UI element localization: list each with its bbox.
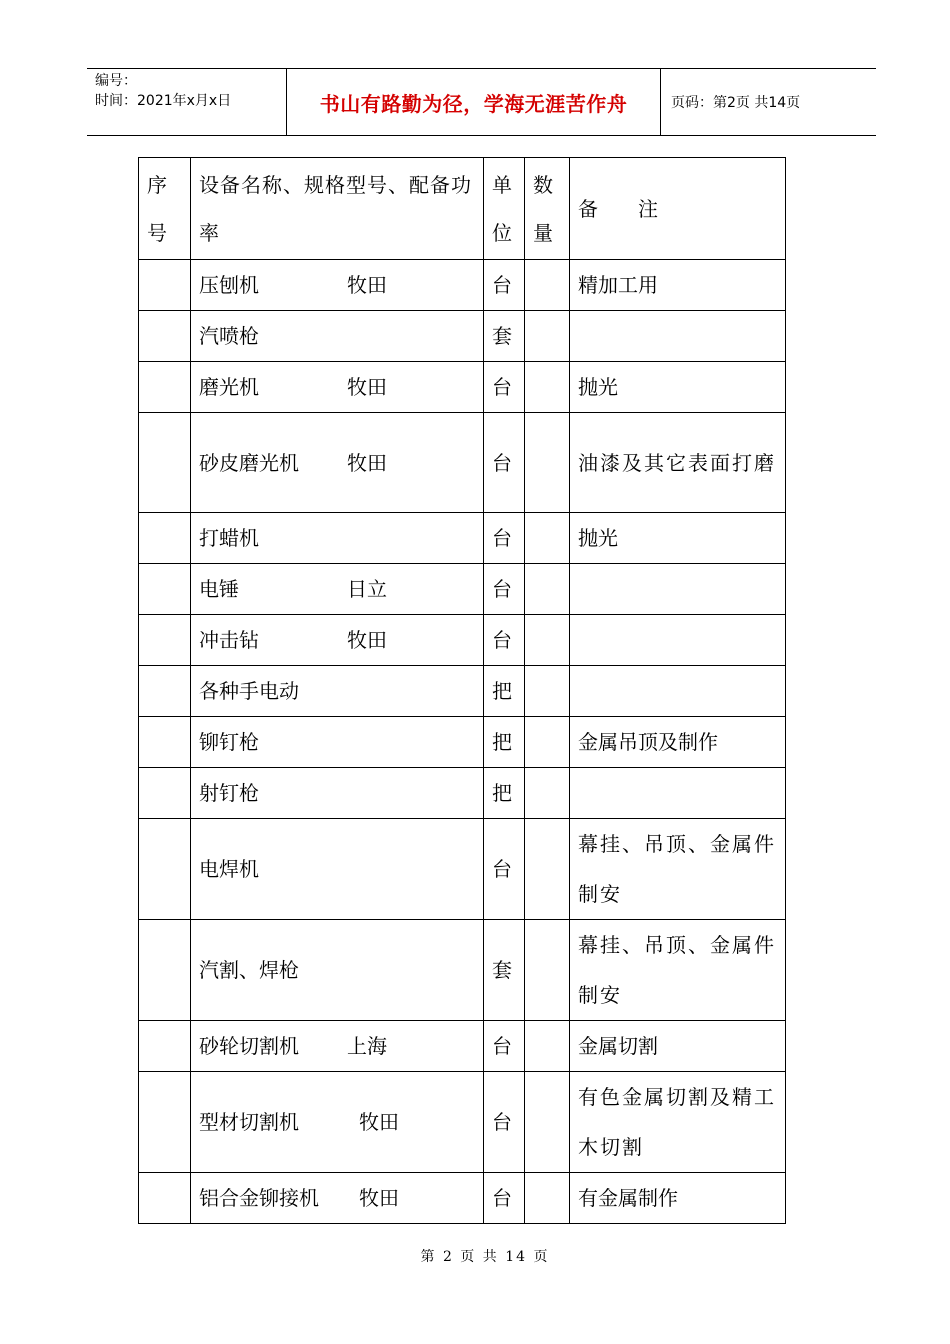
cell-note <box>570 311 786 362</box>
note-text: 有色金属切割及精工木切割 <box>578 1085 776 1159</box>
equipment-name: 铝合金铆接机 <box>199 1186 319 1210</box>
unit-text: 台 <box>492 1186 512 1210</box>
cell-name <box>191 819 484 920</box>
table-row <box>139 920 786 1021</box>
cell-qty <box>525 717 570 768</box>
table-row <box>139 666 786 717</box>
cell-qty <box>525 362 570 413</box>
equipment-brand: 牧田 <box>347 375 387 399</box>
equipment-name: 铆钉枪 <box>199 730 259 754</box>
equipment-brand: 上海 <box>347 1034 387 1058</box>
equipment-brand: 牧田 <box>359 1110 399 1134</box>
cell-name <box>191 920 484 1021</box>
cell-unit <box>484 1072 525 1173</box>
table-row <box>139 1021 786 1072</box>
table-row <box>139 1173 786 1224</box>
note-text: 油漆及其它表面打磨 <box>578 450 776 475</box>
cell-note <box>570 564 786 615</box>
cell-seq <box>139 362 191 413</box>
table-body <box>139 260 786 1224</box>
cell-qty <box>525 768 570 819</box>
col-header-name: 设备名称、规格型号、配备功率 <box>191 158 484 260</box>
cell-note <box>570 819 786 920</box>
table-row <box>139 564 786 615</box>
cell-name <box>191 513 484 564</box>
unit-text: 台 <box>492 577 512 601</box>
unit-text: 台 <box>492 526 512 550</box>
equipment-brand: 牧田 <box>359 1186 399 1210</box>
cell-seq <box>139 311 191 362</box>
unit-text: 套 <box>492 324 512 348</box>
col-header-seq: 序号 <box>139 158 191 260</box>
cell-seq <box>139 920 191 1021</box>
table-row <box>139 1072 786 1173</box>
cell-qty <box>525 513 570 564</box>
cell-unit <box>484 920 525 1021</box>
unit-text: 台 <box>492 857 512 881</box>
cell-unit <box>484 564 525 615</box>
equipment-brand: 牧田 <box>347 450 387 475</box>
cell-note <box>570 615 786 666</box>
unit-text: 套 <box>492 958 512 982</box>
unit-text: 把 <box>492 730 512 754</box>
cell-seq <box>139 1021 191 1072</box>
cell-qty <box>525 615 570 666</box>
cell-qty <box>525 564 570 615</box>
time-label: 时间：2021年x月x日 <box>95 93 232 109</box>
cell-note <box>570 260 786 311</box>
table-row <box>139 362 786 413</box>
equipment-name: 磨光机 <box>199 375 259 399</box>
cell-name <box>191 413 484 513</box>
header-page-info: 页码：第2页 共14页 <box>671 95 801 111</box>
cell-note <box>570 413 786 513</box>
cell-qty <box>525 1021 570 1072</box>
note-text: 精加工用 <box>578 273 658 297</box>
equipment-name: 射钉枪 <box>199 781 259 805</box>
code-label: 编号： <box>95 73 137 89</box>
unit-text: 台 <box>492 1034 512 1058</box>
cell-name <box>191 564 484 615</box>
cell-note <box>570 1072 786 1173</box>
cell-unit <box>484 1021 525 1072</box>
cell-seq <box>139 564 191 615</box>
equipment-brand: 牧田 <box>347 628 387 652</box>
cell-seq <box>139 1072 191 1173</box>
table-row <box>139 513 786 564</box>
cell-note <box>570 362 786 413</box>
note-text: 金属吊顶及制作 <box>578 730 718 754</box>
cell-name <box>191 1021 484 1072</box>
header-meta <box>87 69 287 135</box>
cell-name <box>191 717 484 768</box>
cell-note <box>570 717 786 768</box>
unit-text: 把 <box>492 781 512 805</box>
cell-unit <box>484 615 525 666</box>
cell-unit <box>484 362 525 413</box>
note-text: 幕挂、吊顶、金属件制安 <box>578 832 776 906</box>
cell-name <box>191 311 484 362</box>
cell-qty <box>525 666 570 717</box>
equipment-table <box>138 157 786 1224</box>
cell-seq <box>139 666 191 717</box>
cell-qty <box>525 1173 570 1224</box>
equipment-brand: 牧田 <box>347 273 387 297</box>
equipment-name: 打蜡机 <box>199 526 259 550</box>
unit-text: 台 <box>492 628 512 652</box>
table-row <box>139 615 786 666</box>
cell-unit <box>484 413 525 513</box>
table-header-row <box>139 158 786 260</box>
cell-seq <box>139 819 191 920</box>
equipment-name: 汽喷枪 <box>199 324 259 348</box>
unit-text: 台 <box>492 450 512 475</box>
cell-unit <box>484 717 525 768</box>
equipment-brand: 日立 <box>347 577 387 601</box>
note-text: 有金属制作 <box>578 1186 678 1210</box>
note-text: 抛光 <box>578 375 618 399</box>
note-text: 抛光 <box>578 526 618 550</box>
equipment-name: 砂轮切割机 <box>199 1034 299 1058</box>
cell-seq <box>139 615 191 666</box>
table-row <box>139 717 786 768</box>
cell-note <box>570 513 786 564</box>
cell-qty <box>525 413 570 513</box>
cell-name <box>191 768 484 819</box>
cell-name <box>191 666 484 717</box>
cell-name <box>191 260 484 311</box>
equipment-name: 冲击钻 <box>199 628 259 652</box>
cell-seq <box>139 717 191 768</box>
cell-unit <box>484 513 525 564</box>
table-row <box>139 311 786 362</box>
cell-qty <box>525 1072 570 1173</box>
cell-unit <box>484 260 525 311</box>
equipment-name: 各种手电动 <box>199 679 299 703</box>
equipment-name: 压刨机 <box>199 273 259 297</box>
note-text: 金属切割 <box>578 1034 658 1058</box>
cell-unit <box>484 311 525 362</box>
table-row <box>139 413 786 513</box>
unit-text: 台 <box>492 1110 512 1134</box>
cell-note <box>570 1021 786 1072</box>
table-row <box>139 819 786 920</box>
unit-text: 把 <box>492 679 512 703</box>
table-row <box>139 768 786 819</box>
equipment-name: 电焊机 <box>199 857 259 881</box>
cell-unit <box>484 819 525 920</box>
cell-name <box>191 362 484 413</box>
cell-qty <box>525 311 570 362</box>
cell-note <box>570 920 786 1021</box>
cell-seq <box>139 260 191 311</box>
note-text: 幕挂、吊顶、金属件制安 <box>578 933 776 1007</box>
col-header-unit: 单位 <box>484 158 525 260</box>
cell-note <box>570 1173 786 1224</box>
equipment-name: 汽割、焊枪 <box>199 958 299 982</box>
cell-name <box>191 1072 484 1173</box>
cell-unit <box>484 666 525 717</box>
cell-seq <box>139 768 191 819</box>
cell-note <box>570 666 786 717</box>
cell-name <box>191 1173 484 1224</box>
header-slogan: 书山有路勤为径，学海无涯苦作舟 <box>287 69 661 135</box>
col-header-qty: 数量 <box>525 158 570 260</box>
cell-name <box>191 615 484 666</box>
page-header <box>87 68 876 136</box>
equipment-name: 电锤 <box>199 577 239 601</box>
unit-text: 台 <box>492 375 512 399</box>
cell-note <box>570 768 786 819</box>
cell-seq <box>139 1173 191 1224</box>
cell-qty <box>525 920 570 1021</box>
col-header-note: 备 注 <box>570 158 786 260</box>
cell-unit <box>484 1173 525 1224</box>
cell-seq <box>139 413 191 513</box>
equipment-name: 砂皮磨光机 <box>199 450 299 475</box>
equipment-name: 型材切割机 <box>199 1110 299 1134</box>
cell-seq <box>139 513 191 564</box>
cell-unit <box>484 768 525 819</box>
cell-qty <box>525 819 570 920</box>
cell-qty <box>525 260 570 311</box>
page-footer: 第 2 页 共 14 页 <box>420 1249 550 1265</box>
table-row <box>139 260 786 311</box>
unit-text: 台 <box>492 273 512 297</box>
